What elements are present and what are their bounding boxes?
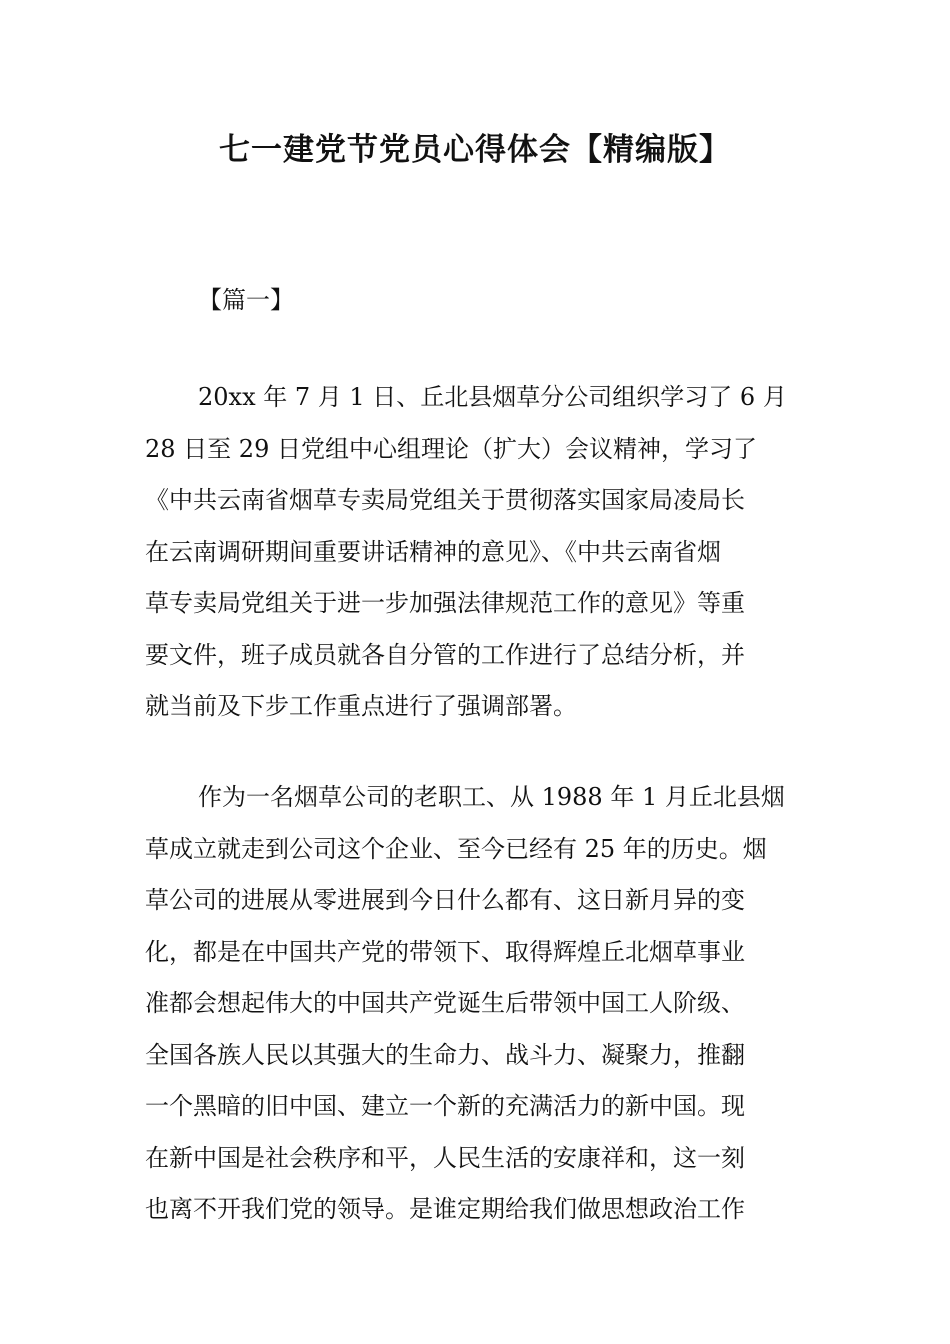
paragraph-line: 化，都是在中国共产党的带领下、取得辉煌丘北烟草事业 — [145, 937, 745, 966]
paragraph-line: 要文件，班子成员就各自分管的工作进行了总结分析，并 — [145, 640, 745, 669]
paragraph-line: 在云南调研期间重要讲话精神的意见》、《中共云南省烟 — [145, 537, 721, 566]
section-label: 【篇一】 — [198, 286, 294, 314]
paragraph-line: 就当前及下步工作重点进行了强调部署。 — [145, 692, 577, 720]
paragraph-line: 28 日至 29 日党组中心组理论（扩大）会议精神，学习了 — [145, 434, 757, 463]
paragraph-line: 准都会想起伟大的中国共产党诞生后带领中国工人阶级、 — [145, 989, 745, 1017]
paragraph-line: 全国各族人民以其强大的生命力、战斗力、凝聚力，推翻 — [145, 1040, 745, 1069]
paragraph-line: 草专卖局党组关于进一步加强法律规范工作的意见》等重 — [145, 589, 745, 617]
paragraph-line: 一个黑暗的旧中国、建立一个新的充满活力的新中国。现 — [145, 1092, 745, 1120]
paragraph-2 — [145, 772, 809, 1236]
paragraph-1 — [145, 372, 809, 733]
paragraph-line: 草成立就走到公司这个企业、至今已经有 25 年的历史。烟 — [145, 834, 767, 863]
paragraph-line: 在新中国是社会秩序和平，人民生活的安康祥和，这一刻 — [145, 1143, 745, 1172]
paragraph-line: 草公司的进展从零进展到今日什么都有、这日新月异的变 — [145, 886, 745, 914]
paragraph-line: 也离不开我们党的领导。是谁定期给我们做思想政治工作 — [145, 1195, 745, 1223]
document-title: 七一建党节党员心得体会【精编版】 — [219, 132, 731, 168]
paragraph-line: 《中共云南省烟草专卖局党组关于贯彻落实国家局凌局长 — [145, 486, 745, 514]
paragraph-line: 作为一名烟草公司的老职工、从 1988 年 1 月丘北县烟 — [198, 783, 785, 811]
paragraph-line: 20xx 年 7 月 1 日、丘北县烟草分公司组织学习了 6 月 — [198, 383, 787, 411]
